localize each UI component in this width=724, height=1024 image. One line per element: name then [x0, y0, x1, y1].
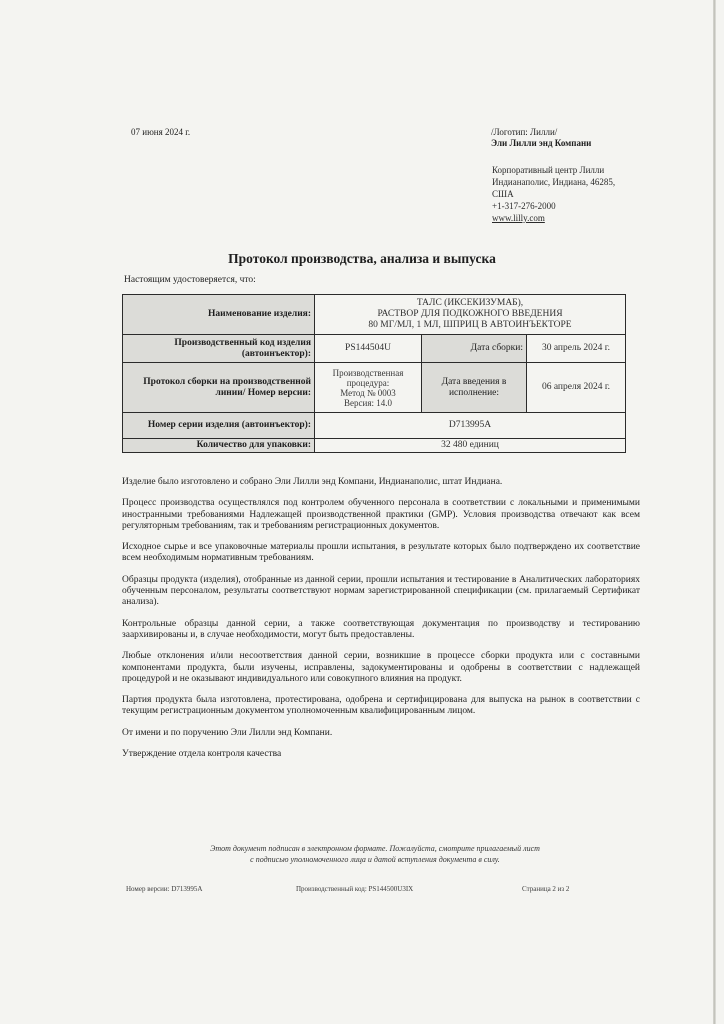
statement-paragraph: Образцы продукта (изделия), отобранные из данной серии, прошли испытания и тестирование в Аналитических лабораториях обученным персоналом, результаты соответствуют нормам зарегистрированной спецификации (см. прилагаемый Сертификат анализа).: [122, 574, 640, 608]
statement-paragraph: От имени и по поручению Эли Лилли энд Компани.: [122, 727, 333, 738]
protocol-line: Метод № 0003: [340, 387, 396, 398]
statement-paragraph: Изделие было изготовлено и собрано Эли Лилли энд Компани, Индианаполис, штат Индиана.: [122, 477, 503, 487]
product-code-value: PS144504U: [315, 335, 422, 363]
protocol-label: Протокол сборки на производственной линии/ Номер версии:: [123, 363, 315, 413]
address-line: США: [492, 189, 514, 199]
statement-paragraph: Любые отклонения и/или несоответствия данной серии, возникшие в процессе сборки продукта или с составными компонентами продукта, были изучены, исправлены, задокументированы и одобрены в соответствии с надлежащей процедурой и не оказывают индивидуального или совокупного влияния на продукт.: [122, 651, 640, 684]
company-address: [492, 164, 615, 224]
protocol-line: процедура:: [346, 377, 390, 388]
protocol-line: Версия: 14.0: [344, 397, 392, 408]
statement-paragraph: Контрольные образцы данной серии, а также соответствующая документация по производству и тестированию заархивированы и, в случае необходимости, могут быть предоставлены.: [122, 618, 640, 640]
document-date: 07 июня 2024 г.: [131, 127, 191, 137]
product-name-line: РАСТВОР ДЛЯ ПОДКОЖНОГО ВВЕДЕНИЯ: [377, 309, 563, 319]
qa-approval-heading: Утверждение отдела контроля качества: [122, 749, 282, 760]
quantity-label: Количество для упаковки:: [123, 439, 315, 453]
product-info-table: [122, 294, 626, 453]
product-code-label: Производственный код изделия (автоинъектор):: [123, 335, 315, 363]
assembly-date-value: 30 апрель 2024 г.: [527, 335, 626, 363]
statement-paragraph: Партия продукта была изготовлена, протестирована, одобрена и сертифицирована для выпуска на рынок в соответствии с текущим регистрационным документом уполномоченным квалифицированным лицом.: [122, 695, 640, 717]
footer-page-number: Страница 2 из 2: [522, 885, 570, 893]
batch-number-label: Номер серии изделия (автоинъектор):: [123, 413, 315, 439]
electronic-signature-note: [170, 843, 580, 865]
company-name: Эли Лилли энд Компани: [491, 138, 592, 148]
note-line: Этот документ подписан в электронном формате. Пожалуйста, смотрите прилагаемый лист: [210, 844, 540, 853]
footer-product-code: Производственный код: PS144500U3IX: [296, 885, 414, 893]
statement-paragraph: Процесс производства осуществлялся под контролем обученного персонала в соответствии с локальными и применимыми иностранными требованиями Надлежащей производственной практики (GMP). Условия производства отвечают как всем регуляторным требованиям, так и требованиям регистрационных документов.: [122, 498, 640, 531]
product-name-line: 80 МГ/МЛ, 1 МЛ, ШПРИЦ В АВТОИНЪЕКТОРЕ: [368, 320, 572, 330]
statement-paragraph: Исходное сырье и все упаковочные материалы прошли испытания, в результате которых было подтверждено их соответствие всем необходимым нормативным требованиям.: [122, 542, 640, 564]
product-name-label: Наименование изделия:: [123, 295, 315, 335]
statement-body: [122, 477, 640, 770]
batch-number-value: D713995A: [315, 413, 626, 439]
effective-date-value: 06 апреля 2024 г.: [527, 363, 626, 413]
note-line: с подписью уполномоченного лица и датой вступления документа в силу.: [250, 855, 500, 864]
address-line: Индианаполис, Индиана, 46285,: [492, 177, 616, 187]
footer-version: Номер версии: D713995A: [126, 885, 203, 893]
logo-label: /Логотип: Лилли/: [491, 127, 558, 137]
quantity-value: 32 480 единиц: [315, 439, 626, 453]
effective-date-label: Дата введения в исполнение:: [422, 363, 527, 413]
intro-text: Настоящим удостоверяется, что:: [124, 275, 256, 285]
company-header: [491, 127, 591, 149]
address-phone: +1-317-276-2000: [492, 201, 556, 211]
address-line: Корпоративный центр Лилли: [492, 165, 605, 175]
document-title: Протокол производства, анализа и выпуска: [228, 251, 496, 266]
protocol-value: [315, 363, 422, 413]
scan-edge-shadow: [713, 0, 716, 1024]
protocol-line: Производственная: [332, 367, 404, 378]
product-name-line: ТАЛС (ИКСЕКИЗУМАБ),: [416, 298, 524, 308]
assembly-date-label: Дата сборки:: [422, 335, 527, 363]
product-name-value: [315, 295, 626, 335]
company-website-link[interactable]: www.lilly.com: [492, 213, 545, 223]
